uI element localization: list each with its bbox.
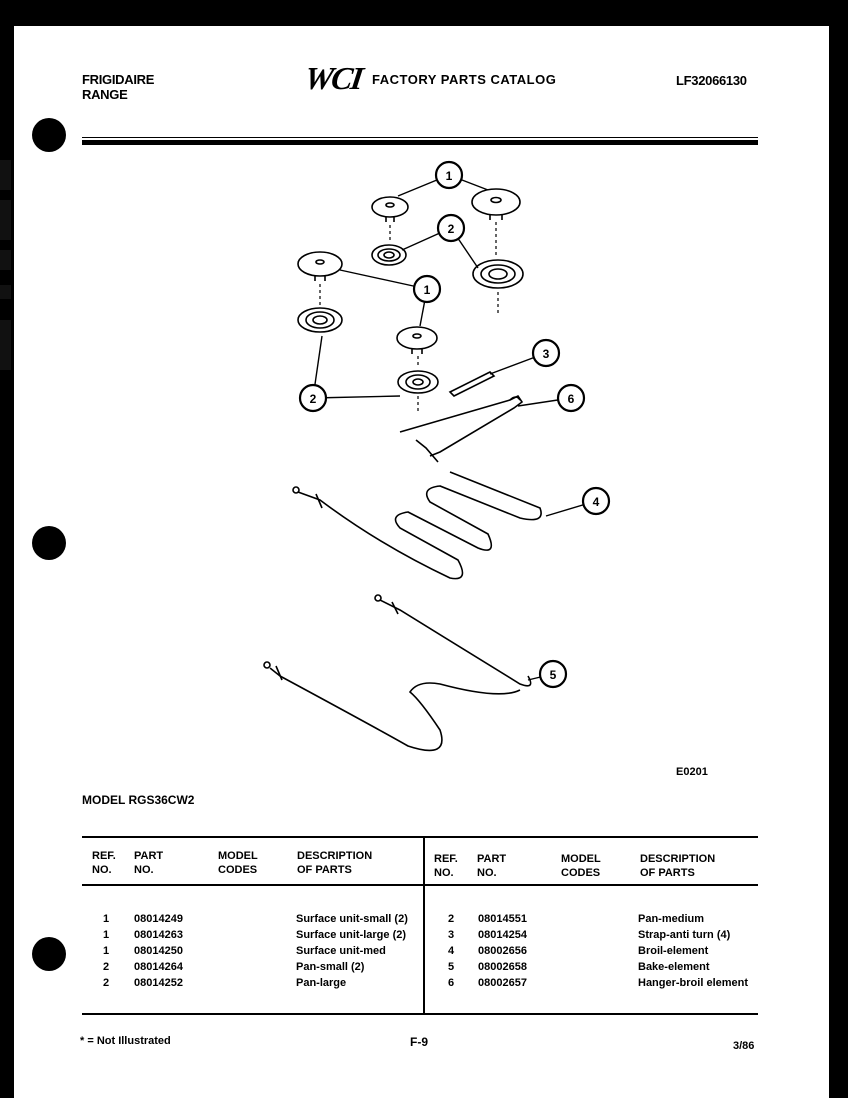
part-description: Pan-large bbox=[296, 977, 347, 989]
page-number: F-9 bbox=[410, 1035, 428, 1049]
col-part-header: PART NO. bbox=[134, 850, 164, 876]
svg-text:2: 2 bbox=[447, 222, 455, 236]
part-no: 08014551 bbox=[478, 913, 527, 925]
strap-anti-turn bbox=[450, 372, 494, 396]
svg-text:5: 5 bbox=[549, 668, 557, 682]
svg-text:4: 4 bbox=[592, 495, 600, 509]
part-description: Pan-medium bbox=[638, 913, 705, 925]
ref-no: 1 bbox=[103, 913, 110, 925]
svg-text:1: 1 bbox=[445, 169, 453, 183]
revision-date: 3/86 bbox=[733, 1040, 755, 1052]
part-description: Hanger-broil element bbox=[638, 977, 749, 989]
part-description: Surface unit-med bbox=[296, 945, 386, 957]
brand-name: FRIGIDAIRE bbox=[82, 72, 155, 87]
part-description: Strap-anti turn (4) bbox=[638, 929, 731, 941]
col-part-header: PART NO. bbox=[477, 853, 507, 879]
part-no: 08014249 bbox=[134, 913, 183, 925]
part-no: 08002656 bbox=[478, 945, 527, 957]
part-no: 08014264 bbox=[134, 961, 183, 973]
part-no: 08014252 bbox=[134, 977, 183, 989]
callout-5 bbox=[540, 661, 566, 687]
wci-logo: WCI bbox=[302, 60, 364, 96]
pan-large bbox=[473, 260, 523, 288]
ref-no: 4 bbox=[448, 945, 455, 957]
part-description: Surface unit-small (2) bbox=[296, 913, 408, 925]
col-model-header: MODEL CODES bbox=[218, 850, 258, 876]
ref-no: 2 bbox=[448, 913, 455, 925]
model-number: MODEL RGS36CW2 bbox=[82, 793, 195, 807]
ref-no: 2 bbox=[103, 961, 110, 973]
callout-bubbles bbox=[300, 162, 609, 687]
ref-no: 1 bbox=[103, 945, 110, 957]
col-ref-header: REF. NO. bbox=[92, 850, 116, 876]
part-no: 08014263 bbox=[134, 929, 183, 941]
surface-unit-small bbox=[372, 197, 408, 222]
callout-4 bbox=[583, 488, 609, 514]
binder-hole bbox=[32, 937, 66, 971]
broil-element bbox=[293, 472, 541, 579]
document-number: LF32066130 bbox=[676, 73, 747, 88]
col-desc-header: DESCRIPTION OF PARTS bbox=[297, 850, 373, 876]
part-description: Surface unit-large (2) bbox=[296, 929, 407, 941]
svg-text:6: 6 bbox=[567, 392, 575, 406]
callout-1 bbox=[436, 162, 462, 188]
part-no: 08014250 bbox=[134, 945, 183, 957]
part-no: 08014254 bbox=[478, 929, 527, 941]
bake-element bbox=[264, 595, 531, 750]
product-type: RANGE bbox=[82, 87, 128, 102]
col-ref-header: REF. NO. bbox=[434, 853, 458, 879]
hanger-broil-element bbox=[400, 396, 522, 462]
part-no: 08002658 bbox=[478, 961, 527, 973]
footnote: * = Not Illustrated bbox=[80, 1035, 171, 1047]
table-rule-bottom bbox=[82, 1013, 758, 1015]
part-no: 08002657 bbox=[478, 977, 527, 989]
callout-2 bbox=[438, 215, 464, 241]
table-rule-header bbox=[82, 884, 758, 886]
svg-text:1: 1 bbox=[423, 283, 431, 297]
surface-unit-med bbox=[397, 327, 437, 354]
figure-code: E0201 bbox=[676, 766, 708, 778]
svg-text:3: 3 bbox=[542, 347, 550, 361]
pan-small bbox=[372, 245, 406, 265]
ref-no: 2 bbox=[103, 977, 110, 989]
callout-2 bbox=[300, 385, 326, 411]
ref-no: 3 bbox=[448, 929, 455, 941]
pan-medium bbox=[398, 371, 438, 393]
col-desc-header: DESCRIPTION OF PARTS bbox=[640, 853, 716, 879]
part-description: Pan-small (2) bbox=[296, 961, 365, 973]
part-description: Broil-element bbox=[638, 945, 709, 957]
table-rule-top bbox=[82, 836, 758, 838]
col-model-header: MODEL CODES bbox=[561, 853, 601, 879]
table-divider bbox=[423, 838, 425, 1013]
ref-no: 1 bbox=[103, 929, 110, 941]
callout-3 bbox=[533, 340, 559, 366]
callout-6 bbox=[558, 385, 584, 411]
svg-text:2: 2 bbox=[309, 392, 317, 406]
surface-unit-small bbox=[298, 252, 342, 281]
part-description: Bake-element bbox=[638, 961, 710, 973]
callout-1 bbox=[414, 276, 440, 302]
ref-no: 6 bbox=[448, 977, 455, 989]
catalog-title: FACTORY PARTS CATALOG bbox=[372, 72, 557, 87]
surface-unit-large bbox=[472, 189, 520, 220]
pan-small bbox=[298, 308, 342, 332]
ref-no: 5 bbox=[448, 961, 455, 973]
